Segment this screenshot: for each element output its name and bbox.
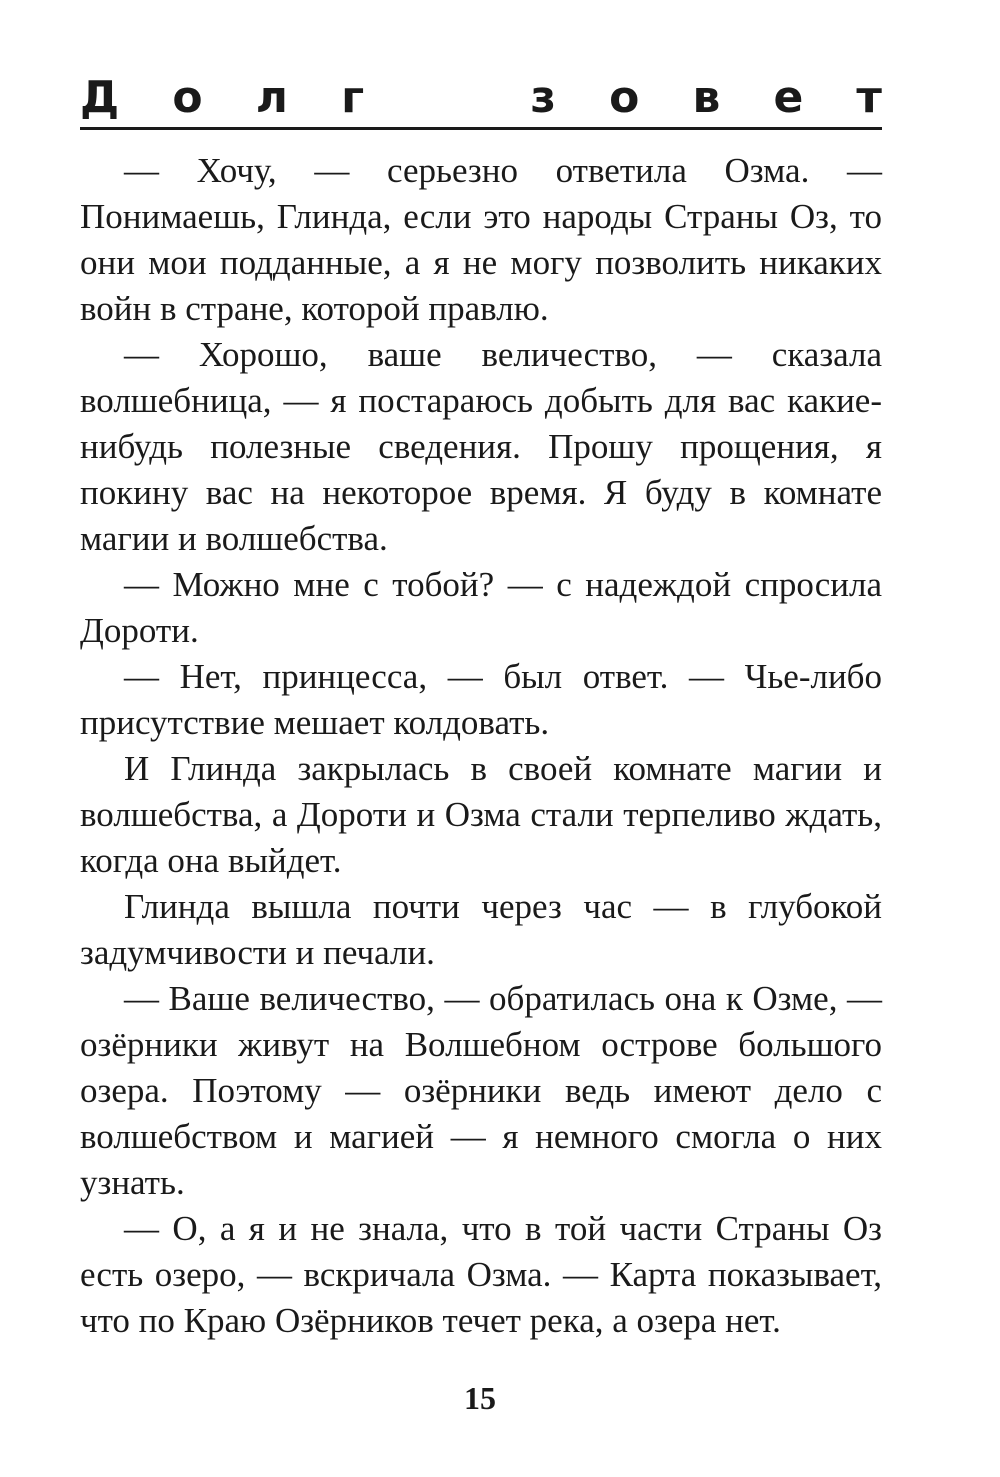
body-text xyxy=(80,148,882,1344)
paragraph: — Нет, принцесса, — был ответ. — Чье-либо присутствие мешает колдовать. xyxy=(80,657,882,742)
header-rule xyxy=(80,127,882,130)
running-head-letter: л xyxy=(255,72,288,123)
running-head-letter: е xyxy=(773,72,804,123)
running-head-letter: в xyxy=(692,72,721,123)
paragraph: — Можно мне с тобой? — с надеждой спросила Дороти. xyxy=(80,565,882,650)
running-head-letter: г xyxy=(341,72,365,123)
paragraph: И Глинда закрылась в своей комнате магии и волшебства, а Дороти и Озма стали терпеливо ждать, когда она выйдет. xyxy=(80,749,882,880)
paragraph: — Хорошо, ваше величество, — сказала волшебница, — я постараюсь добыть для вас какие-нибудь полезные сведения. Прошу прощения, я покину вас на некоторое время. Я буду в комнате магии и волшебства. xyxy=(80,335,882,558)
paragraph: — Хочу, — серьезно ответила Озма. — Понимаешь, Глинда, если это народы Страны Оз, то они мои подданные, а я не могу позволить никаких войн в стране, которой правлю. xyxy=(80,151,882,328)
running-head-letter: о xyxy=(172,72,203,123)
running-head xyxy=(80,72,882,124)
paragraph: — Ваше величество, — обратилась она к Озме, — озёрники живут на Волшебном острове большого озера. Поэтому — озёрники ведь имеют дело с волшебством и магией — я немного смогла о них узнать. xyxy=(80,979,882,1202)
running-head-letter: Д xyxy=(80,72,120,123)
page-number: 15 xyxy=(464,1380,496,1416)
running-head-letter: о xyxy=(609,72,640,123)
paragraph: — О, а я и не знала, что в той части Страны Оз есть озеро, — вскричала Озма. — Карта показывает, что по Краю Озёрников течет река, а озера нет. xyxy=(80,1209,882,1340)
word-gap xyxy=(417,72,477,124)
running-head-letter: з xyxy=(530,72,556,123)
running-head-letter: т xyxy=(856,72,882,123)
running-head-title xyxy=(80,72,882,124)
paragraph: Глинда вышла почти через час — в глубокой задумчивости и печали. xyxy=(80,887,882,972)
